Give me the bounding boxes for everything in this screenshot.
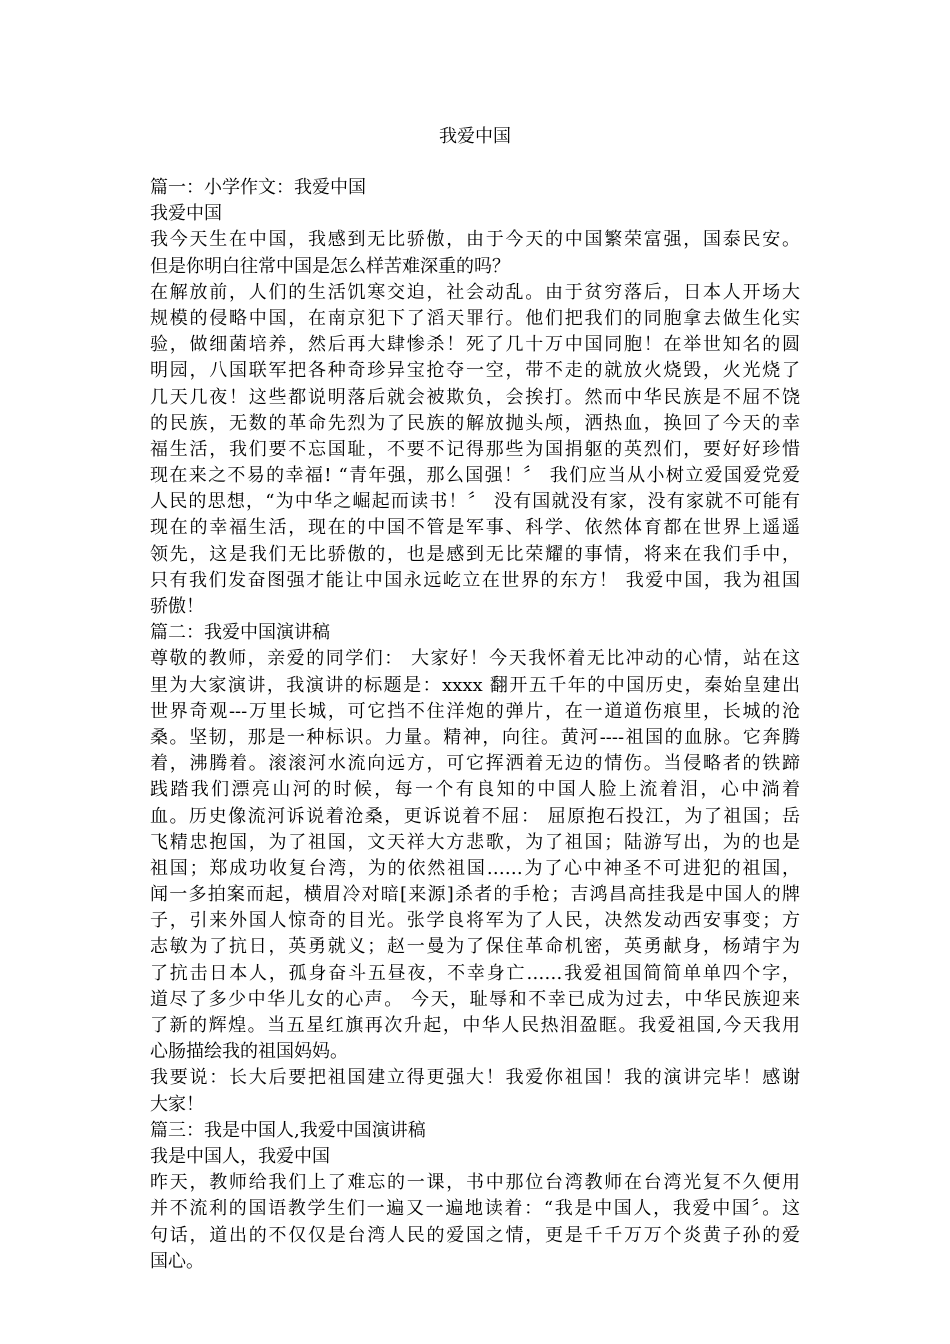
- text-line: 福生活，我们要不忘国耻，不要不记得那些为国捐躯的英烈们，要好好珍惜: [150, 438, 800, 460]
- text-line: 志敏为了抗日，英勇就义；赵一曼为了保住革命机密，英勇献身，杨靖宇为: [150, 936, 800, 958]
- text-line: 篇一：小学作文：我爱中国: [150, 177, 366, 198]
- text-line: 篇三：我是中国人,我爱中国演讲稿: [150, 1119, 426, 1141]
- text-line: 我今天生在中国，我感到无比骄傲，由于今天的中国繁荣富强，国泰民安。: [150, 229, 800, 251]
- text-line: 规模的侵略中国，在南京犯下了滔天罪行。他们把我们的同胞拿去做生化实: [150, 307, 800, 329]
- text-line: 了抗击日本人，孤身奋斗五昼夜，不幸身亡……我爱祖国简简单单四个字，: [150, 962, 800, 984]
- document-title: 我爱中国: [439, 126, 511, 147]
- text-line: 血。历史像流河诉说着沧桑，更诉说着不屈： 屈原抱石投江，为了祖国；岳: [150, 805, 800, 827]
- text-line: 的民族，无数的革命先烈为了民族的解放抛头颅，洒热血，换回了今天的幸: [150, 412, 800, 434]
- text-line: 在解放前，人们的生活饥寒交迫，社会动乱。由于贫穷落后，日本人开场大: [150, 281, 800, 303]
- text-line: 我是中国人，我爱中国: [150, 1145, 330, 1167]
- text-line: 尊敬的教师，亲爱的同学们： 大家好！今天我怀着无比冲动的心情，站在这: [150, 648, 800, 670]
- text-line: 道尽了多少中华儿女的心声。 今天，耻辱和不幸已成为过去，中华民族迎来: [150, 988, 800, 1010]
- text-line: 子，引来外国人惊奇的目光。张学良将军为了人民，决然发动西安事变；方: [150, 910, 800, 932]
- document-body: [150, 175, 800, 1275]
- text-line: 心肠描绘我的祖国妈妈。: [150, 1041, 348, 1063]
- text-line: 世界奇观---万里长城，可它挡不住洋炮的弹片，在一道道伤痕里，长城的沧: [150, 700, 800, 722]
- text-line: 昨天，教师给我们上了难忘的一课，书中那位台湾教师在台湾光复不久便用: [150, 1172, 800, 1194]
- text-line: 骄傲！: [150, 596, 204, 617]
- text-line: 大家！: [150, 1093, 204, 1115]
- text-line: 领先，这是我们无比骄傲的，也是感到无比荣耀的事情，将来在我们手中，: [150, 543, 800, 565]
- text-line: 句话，道出的不仅仅是台湾人民的爱国之情，更是千千万万个炎黄子孙的爱: [150, 1224, 800, 1246]
- text-line: 国心。: [150, 1250, 204, 1272]
- text-line: 但是你明白往常中国是怎么样苦难深重的吗？: [150, 255, 510, 277]
- text-line: 人民的思想，“为中华之崛起而读书！〞 没有国就没有家，没有家就不可能有: [150, 491, 800, 513]
- text-line: 桑。坚韧，那是一种标识。力量。精神，向往。黄河----祖国的血脉。它奔腾: [150, 726, 800, 748]
- text-line: 我要说：长大后要把祖国建立得更强大！我爱你祖国！我的演讲完毕！感谢: [150, 1067, 800, 1089]
- text-line: 飞精忠抱国，为了祖国，文天祥大方悲歌，为了祖国；陆游写出，为的也是: [150, 831, 800, 853]
- text-line: 我爱中国: [150, 203, 222, 225]
- text-line: 闻一多拍案而起，横眉冷对暗[来源]杀者的手枪；吉鸿昌高挂我是中国人的牌: [150, 884, 800, 906]
- text-line: 里为大家演讲，我演讲的标题是：xxxx 翻开五千年的中国历史，秦始皇建出: [150, 674, 800, 696]
- text-line: 着，沸腾着。滚滚河水流向远方，可它挥洒着无边的情伤。当侵略者的铁蹄: [150, 753, 800, 775]
- text-line: 并不流利的国语教学生们一遍又一遍地读着：“我是中国人，我爱中国〞。这: [150, 1198, 800, 1220]
- text-line: 现在的幸福生活，现在的中国不管是军事、科学、依然体育都在世界上遥遥: [150, 517, 800, 539]
- text-line: 篇二：我爱中国演讲稿: [150, 622, 330, 644]
- text-line: 明园，八国联军把各种奇珍异宝抢夺一空，带不走的就放火烧毁，火光烧了: [150, 360, 800, 382]
- text-line: 现在来之不易的幸福! “青年强，那么国强！〞 我们应当从小树立爱国爱党爱: [150, 465, 800, 487]
- text-line: 了新的辉煌。当五星红旗再次升起，中华人民热泪盈眶。我爱祖国,今天我用: [150, 1015, 800, 1036]
- text-line: 几天几夜！这些都说明落后就会被欺负，会挨打。然而中华民族是不屈不饶: [150, 386, 800, 408]
- text-line: 只有我们发奋图强才能让中国永远屹立在世界的东方！ 我爱中国，我为祖国: [150, 569, 800, 591]
- text-line: 祖国；郑成功收复台湾，为的依然祖国……为了心中神圣不可进犯的祖国，: [150, 857, 800, 879]
- text-line: 践踏我们漂亮山河的时候，每一个有良知的中国人脸上流着泪，心中淌着: [150, 779, 800, 801]
- text-line: 验，做细菌培养，然后再大肆惨杀！死了几十万中国同胞！在举世知名的圆: [150, 334, 800, 356]
